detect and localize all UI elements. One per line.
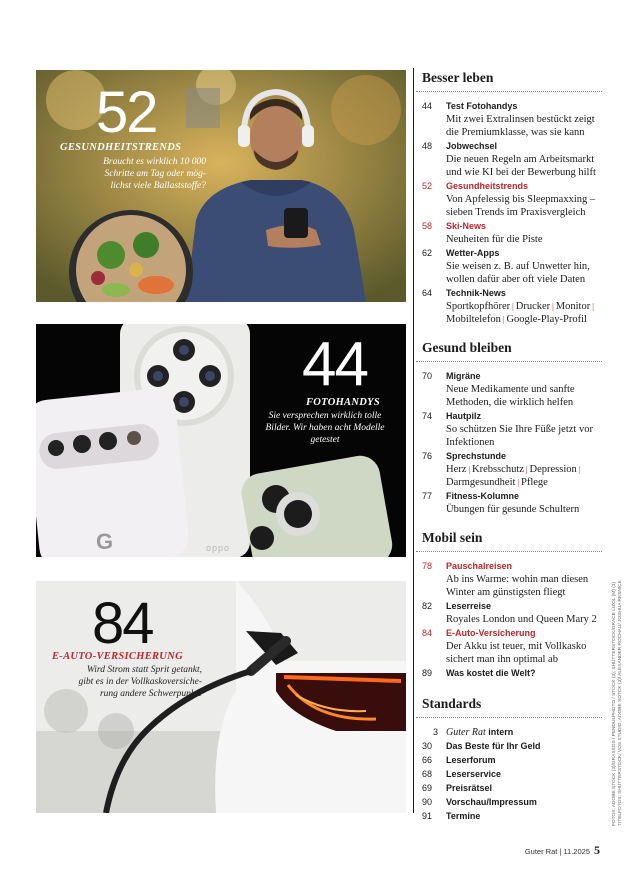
toc-section-gesund-bleiben	[416, 340, 602, 517]
toc-entry[interactable]: 64 Technik-News Sportkopfhörer | Drucker | Monitor | Mobiltelefon | Google-Play-Profil	[422, 288, 594, 325]
feature-fotohandys[interactable]	[36, 324, 406, 557]
toc-entry[interactable]: 3 Guter Rat intern	[432, 727, 514, 738]
toc-entry[interactable]: 91 Termine	[422, 811, 481, 821]
toc-entry[interactable]: 82 Leserreise Royales London und Queen Mary 2	[422, 601, 597, 625]
page-footer	[525, 843, 600, 858]
column-divider	[413, 68, 414, 813]
toc-entry[interactable]: 48 Jobwechsel Die neuen Regeln am Arbeitsmarkt und wie KI bei der Bewerbung hilft	[422, 141, 596, 178]
toc-entry[interactable]: 76 Sprechstunde Herz | Krebsschutz | Depression | Darmgesundheit | Pflege	[422, 451, 581, 488]
section-title: Mobil sein	[416, 530, 602, 552]
toc-entry[interactable]: 44 Test Fotohandys Mit zwei Extralinsen bestückt zeigt die Premiumklasse, was sie kann	[422, 101, 595, 138]
toc-entry[interactable]: 52 Gesundheitstrends Von Apfelessig bis Sleepmaxxing – sieben Trends im Praxisvergleich	[422, 181, 596, 218]
toc-entry[interactable]: 68 Leserservice	[422, 769, 502, 779]
feature-teaser: Wird Strom statt Sprit getankt, gibt es in der Vollkaskoversiche- rung andere Schwerpunkte	[78, 665, 202, 699]
section-title: Gesund bleiben	[416, 340, 602, 362]
toc-entry[interactable]: 77 Fitness-Kolumne Übungen für gesunde Schultern	[422, 491, 580, 515]
toc-section-mobil-sein	[416, 530, 602, 681]
feature-kicker: FOTOHANDYS	[306, 397, 380, 408]
feature-gesundheitstrends[interactable]	[36, 70, 406, 302]
feature-e-auto-versicherung[interactable]	[36, 581, 406, 813]
toc-entry[interactable]: 90 Vorschau/Impressum	[422, 797, 537, 807]
toc-entry[interactable]: 66 Leserforum	[422, 755, 496, 765]
toc-section-besser-leben	[416, 70, 602, 327]
photo-credits: FOTOS: ADOBE STOCK (3)/GRASSOS / PENDULPHOTO / STOCK (3); SHUTTERSTOCK/GRACE LIZOL (M) (3) TITELFOTOS: SHUTTERSTOCK/ VOS STUDIO, ADOBE SOTCK (3)/ ALEXANDER ROCHAU/ JOSHUA RESNICK	[612, 580, 623, 826]
feature-number: 44	[302, 330, 367, 399]
page-number: 5	[594, 843, 600, 857]
toc-entry[interactable]: 69 Preisrätsel	[422, 783, 493, 793]
toc-entry[interactable]: 74 Hautpilz So schützen Sie Ihre Füße jetzt vor Infektionen	[422, 411, 593, 448]
toc-entry[interactable]: 70 Migräne Neue Medikamente und sanfte Methoden, die wirklich helfen	[422, 371, 575, 408]
toc-section-standards	[416, 696, 602, 824]
toc-entry[interactable]: 84 E-Auto-Versicherung Der Akku ist teuer, mit Vollkasko sichert man ihn optimal ab	[422, 628, 587, 665]
feature-teaser: Sie versprechen wirklich tolle Bilder. Wir haben acht Modelle getestet	[265, 411, 385, 445]
feature-kicker: GESUNDHEITSTRENDS	[60, 142, 182, 153]
toc-entry[interactable]: 30 Das Beste für Ihr Geld	[422, 741, 541, 751]
toc-entry[interactable]: 58 Ski-News Neuheiten für die Piste	[422, 221, 543, 245]
feature-teaser: Braucht es wirklich 10 000 Schritte am Tag oder mög- lichst viele Ballaststoffe?	[103, 157, 206, 191]
section-title: Standards	[416, 696, 602, 718]
feature-number: 52	[96, 80, 157, 145]
toc-entry[interactable]: 62 Wetter-Apps Sie weisen z. B. auf Unwetter hin, wollen dafür aber oft viele Daten	[422, 248, 590, 285]
magazine-issue: Guter Rat | 11.2025	[524, 847, 590, 856]
feature-number: 84	[92, 591, 153, 656]
google-logo: G	[96, 529, 114, 554]
feature-kicker: E-AUTO-VERSICHERUNG	[52, 651, 183, 662]
section-title: Besser leben	[416, 70, 602, 92]
oppo-logo: oppo	[206, 543, 231, 553]
toc-entry[interactable]: 78 Pauschalreisen Ab ins Warme: wohin man diesen Winter am günstigsten fliegt	[422, 561, 589, 598]
toc-entry[interactable]: 89 Was kostet die Welt?	[422, 668, 536, 678]
